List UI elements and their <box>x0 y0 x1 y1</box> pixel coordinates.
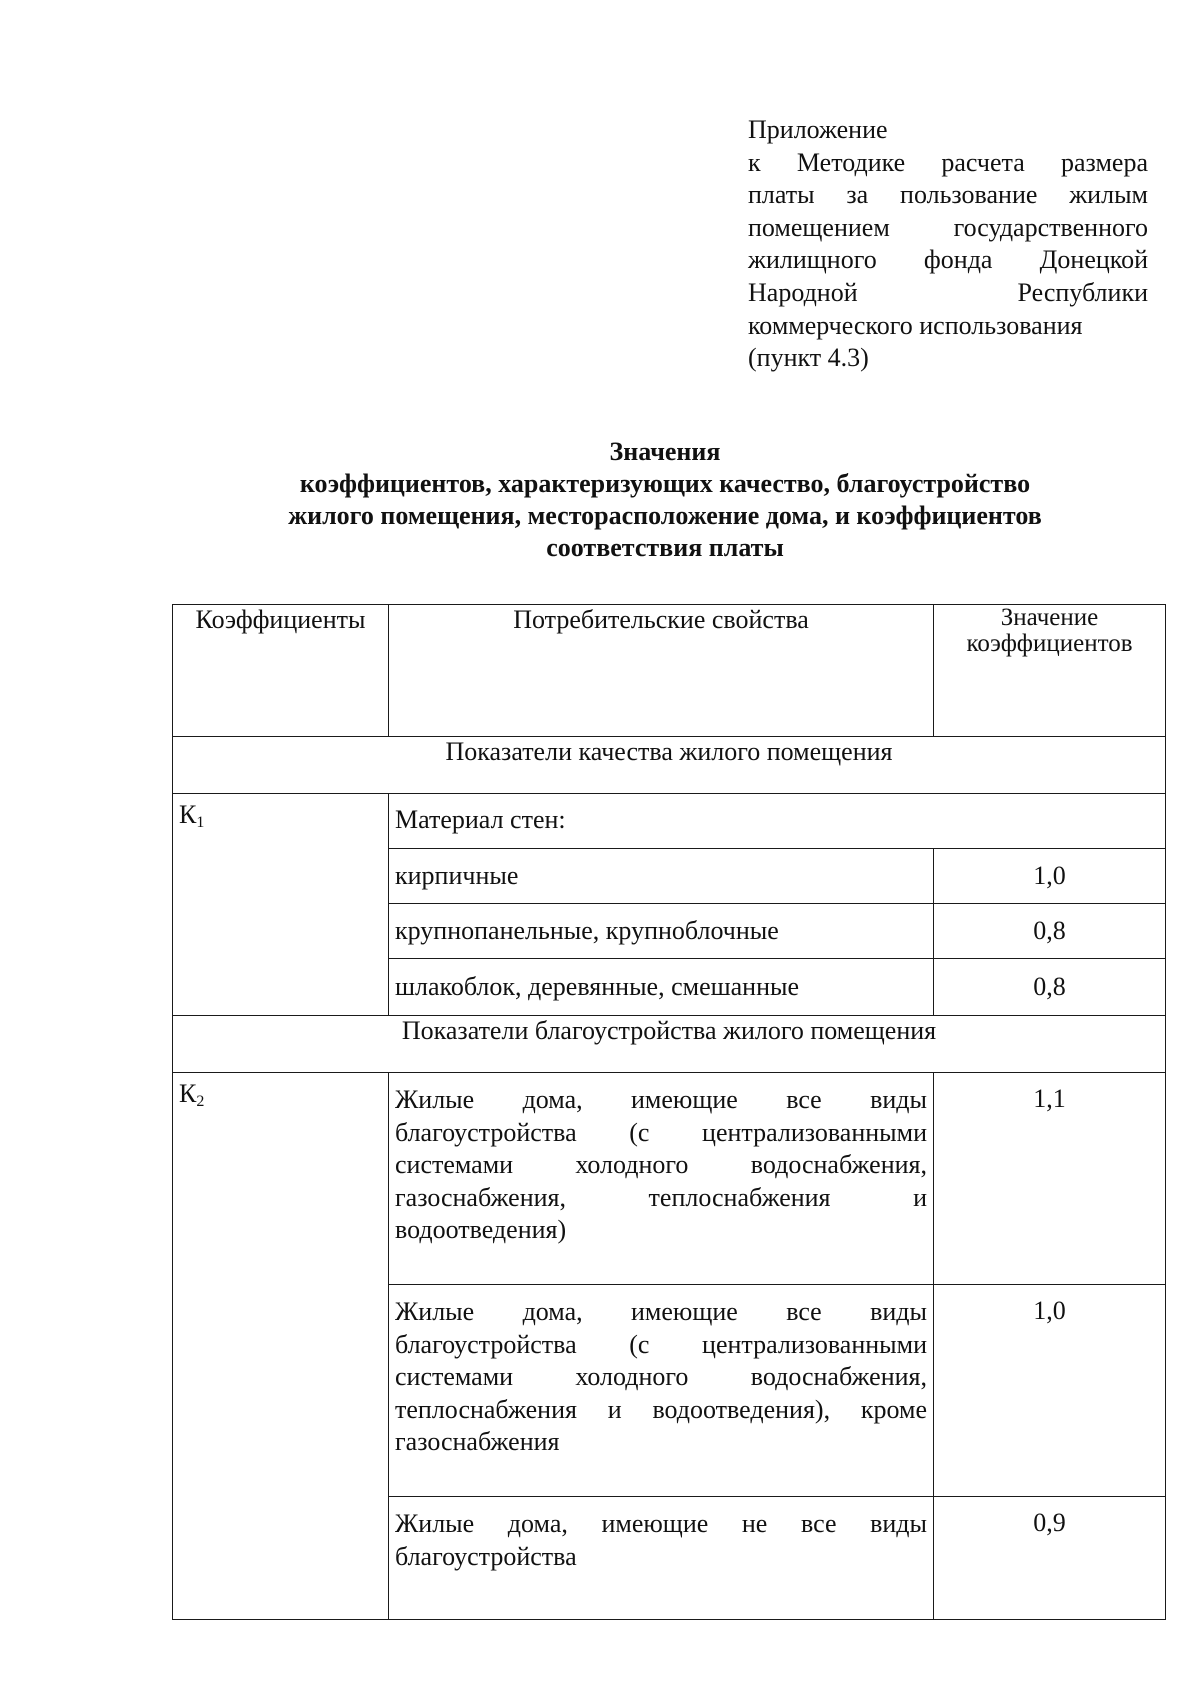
table-header-row <box>173 605 1166 737</box>
property-line: системами холодного водоснабжения, <box>395 1362 927 1391</box>
property-line: благоустройства <box>395 1541 577 1571</box>
coef-subscript: 1 <box>196 814 205 831</box>
property-cell <box>389 1497 934 1620</box>
coefficients-table <box>172 604 1166 1620</box>
header-value-line2: коэффициентов <box>966 630 1133 657</box>
table-row <box>173 1073 1166 1285</box>
property-line: системами холодного водоснабжения, <box>395 1150 927 1179</box>
header-value-line1: Значение <box>1000 604 1099 631</box>
property-cell: шлакоблок, деревянные, смешанные <box>389 959 934 1016</box>
property-line: Жилые дома, имеющие все виды <box>395 1085 927 1114</box>
section-amenities: Показатели благоустройства жилого помещения <box>173 1016 1166 1073</box>
section-row <box>173 1016 1166 1073</box>
appendix-line: коммерческого использования <box>748 310 1083 340</box>
section-quality: Показатели качества жилого помещения <box>173 737 1166 794</box>
property-line: благоустройства (с централизованными <box>395 1329 927 1359</box>
appendix-line: помещением государственного <box>748 212 1148 242</box>
appendix-line: Приложение <box>748 115 888 144</box>
value-cell: 1,0 <box>934 849 1166 904</box>
property-cell <box>389 1073 934 1285</box>
coef-subscript: 2 <box>196 1093 205 1110</box>
document-title <box>200 436 1130 564</box>
appendix-line: Народной Республики <box>748 277 1148 307</box>
header-coefficients: Коэффициенты <box>173 605 389 737</box>
appendix-line: жилищного фонда Донецкой <box>748 245 1148 275</box>
coef-k1 <box>173 794 389 1016</box>
property-line: водоотведения) <box>395 1215 567 1244</box>
title-line: соответствия платы <box>546 533 784 562</box>
coef-k2 <box>173 1073 389 1620</box>
value-cell: 0,9 <box>934 1497 1166 1620</box>
property-cell <box>389 1285 934 1497</box>
value-cell: 0,8 <box>934 959 1166 1016</box>
property-line: благоустройства (с централизованными <box>395 1117 927 1147</box>
property-cell: кирпичные <box>389 849 934 904</box>
value-cell: 1,0 <box>934 1285 1166 1497</box>
appendix-line: платы за пользование жилым <box>748 180 1148 210</box>
property-line: Жилые дома, имеющие все виды <box>395 1297 927 1326</box>
property-line: газоснабжения, теплоснабжения и <box>395 1182 927 1212</box>
wall-material-label: Материал стен: <box>389 794 1166 849</box>
title-line: коэффициентов, характеризующих качество, благоустройство <box>299 469 1031 498</box>
header-properties: Потребительские свойства <box>389 605 934 737</box>
appendix-line: (пункт 4.3) <box>748 343 869 373</box>
property-line: Жилые дома, имеющие не все виды <box>395 1509 927 1538</box>
appendix-line: к Методике расчета размера <box>748 147 1148 177</box>
property-line: теплоснабжения и водоотведения), кроме <box>395 1394 927 1424</box>
title-line: жилого помещения, месторасположение дома, и коэффициентов <box>288 501 1042 530</box>
appendix-header <box>748 114 1148 375</box>
table-row <box>173 794 1166 849</box>
value-cell: 1,1 <box>934 1073 1166 1285</box>
property-cell: крупнопанельные, крупноблочные <box>389 904 934 959</box>
section-row <box>173 737 1166 794</box>
title-line: Значения <box>609 437 721 466</box>
value-cell: 0,8 <box>934 904 1166 959</box>
coef-letter: К <box>179 1079 197 1108</box>
coef-letter: К <box>179 800 197 829</box>
header-value <box>934 605 1166 737</box>
property-line: газоснабжения <box>395 1427 560 1456</box>
